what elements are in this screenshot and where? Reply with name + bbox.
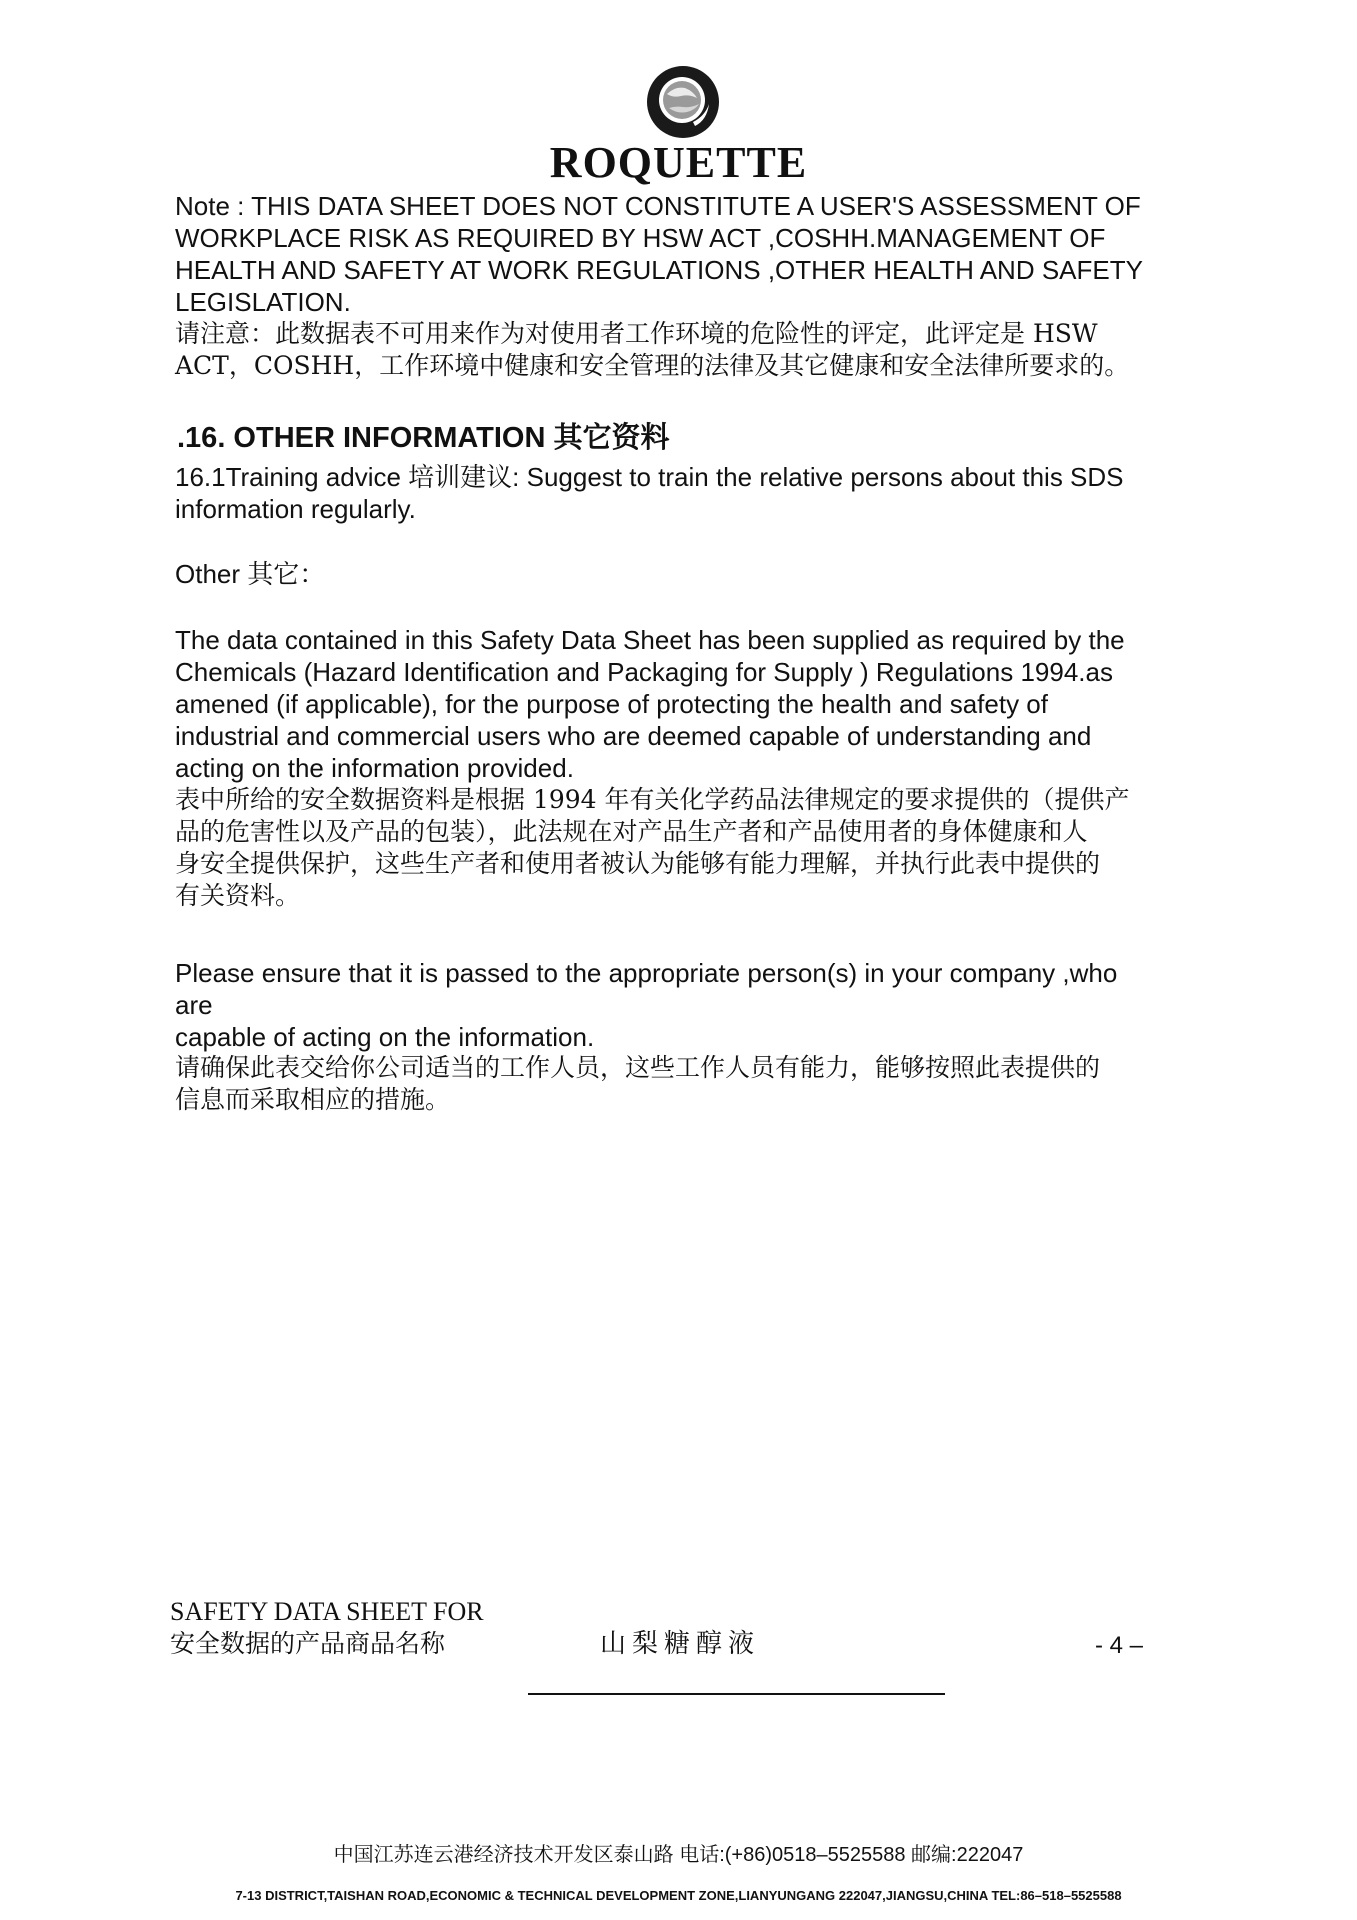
note-english xyxy=(175,190,1235,318)
product-name: 山梨糖醇液 xyxy=(600,1629,761,1659)
ensure-cn-line: 请确保此表交给你公司适当的工作人员，这些工作人员有能力，能够按照此表提供的 xyxy=(175,1053,1101,1082)
sds-footer-label xyxy=(170,1596,484,1660)
section-title: .16. OTHER INFORMATION 其它资料 xyxy=(177,422,670,454)
paragraph-cn-line: 身安全提供保护，这些生产者和使用者被认为能够有能力理解，并执行此表中提供的 xyxy=(175,849,1101,878)
training-advice xyxy=(175,461,1235,525)
brand-name: ROQUETTE xyxy=(549,138,808,187)
ensure-paragraph-chinese xyxy=(175,1052,1235,1116)
other-label xyxy=(175,558,1235,590)
product-label-cn: 安全数据的产品商品名称 xyxy=(170,1629,446,1658)
note-cn-line: ACT，COSHH，工作环境中健康和安全管理的法律及其它健康和安全法律所要求的。 xyxy=(175,351,1130,380)
ensure-line: Please ensure that it is passed to the appropriate person(s) in your company ,who xyxy=(175,958,1118,988)
other-label-text: Other 其它： xyxy=(175,559,326,589)
note-cn-line: 请注意：此数据表不可用来作为对使用者工作环境的危险性的评定，此评定是 HSW xyxy=(175,319,1098,348)
note-chinese xyxy=(175,318,1235,382)
ensure-cn-line: 信息而采取相应的措施。 xyxy=(175,1085,451,1114)
data-paragraph-chinese xyxy=(175,784,1235,912)
paragraph-cn-line: 有关资料。 xyxy=(175,881,301,910)
sds-for-text: SAFETY DATA SHEET FOR xyxy=(170,1597,484,1626)
note-line: LEGISLATION. xyxy=(175,287,351,317)
ensure-line: capable of acting on the information. xyxy=(175,1022,595,1052)
ensure-line: are xyxy=(175,990,213,1020)
page-number: - 4 – xyxy=(1095,1632,1144,1659)
training-line: 16.1Training advice 培训建议: Suggest to train the relative persons about this SDS xyxy=(175,462,1124,492)
note-line: HEALTH AND SAFETY AT WORK REGULATIONS ,OTHER HEALTH AND SAFETY xyxy=(175,255,1143,285)
paragraph-line: Chemicals (Hazard Identification and Packaging for Supply ) Regulations 1994.as xyxy=(175,657,1113,687)
note-line: Note : THIS DATA SHEET DOES NOT CONSTITUTE A USER'S ASSESSMENT OF xyxy=(175,191,1141,221)
note-line: WORKPLACE RISK AS REQUIRED BY HSW ACT ,COSHH.MANAGEMENT OF xyxy=(175,223,1106,253)
address-english: 7-13 DISTRICT,TAISHAN ROAD,ECONOMIC & TECHNICAL DEVELOPMENT ZONE,LIANYUNGANG 222047,JIANGSU,CHINA TEL:86–518–5525588 xyxy=(235,1888,1122,1903)
paragraph-cn-line: 品的危害性以及产品的包装），此法规在对产品生产者和产品使用者的身体健康和人 xyxy=(175,817,1088,846)
paragraph-line: The data contained in this Safety Data Sheet has been supplied as required by the xyxy=(175,625,1125,655)
footer-divider xyxy=(528,1693,945,1695)
paragraph-line: amened (if applicable), for the purpose of protecting the health and safety of xyxy=(175,689,1048,719)
data-paragraph-english xyxy=(175,624,1235,784)
paragraph-line: industrial and commercial users who are deemed capable of understanding and xyxy=(175,721,1092,751)
ensure-paragraph-english xyxy=(175,957,1235,1053)
roquette-logo-icon xyxy=(645,64,721,140)
address-chinese: 中国江苏连云港经济技术开发区泰山路 电话:(+86)0518–5525588 邮编:222047 xyxy=(333,1844,1024,1866)
training-line: information regularly. xyxy=(175,494,416,524)
paragraph-line: acting on the information provided. xyxy=(175,753,574,783)
paragraph-cn-line: 表中所给的安全数据资料是根据 1994 年有关化学药品法律规定的要求提供的（提供产 xyxy=(175,785,1130,814)
